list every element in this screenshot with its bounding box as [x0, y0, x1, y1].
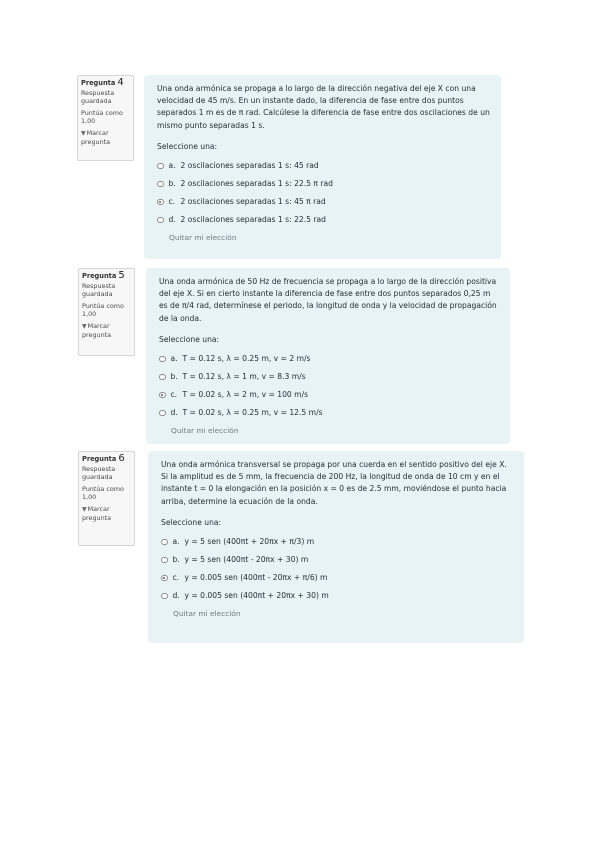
option-letter: d.	[172, 590, 180, 600]
answer-prompt: Seleccione una:	[159, 334, 220, 344]
option-text: y = 5 sen (400πt - 20πx + 30) m	[184, 554, 309, 564]
option-text: 2 oscilaciones separadas 1 s: 22.5 π rad	[180, 178, 333, 188]
answer-list	[157, 157, 491, 229]
radio-button[interactable]	[157, 217, 164, 224]
question-content	[144, 75, 501, 259]
flag-label: Marcar pregunta	[82, 505, 112, 523]
option-text: 2 oscilaciones separadas 1 s: 45 π rad	[180, 196, 326, 206]
option-text: 2 oscilaciones separadas 1 s: 22.5 rad	[180, 214, 326, 224]
question-heading	[82, 455, 131, 463]
radio-button-selected[interactable]	[161, 575, 168, 582]
flag-question-link[interactable]	[81, 129, 130, 146]
radio-button[interactable]	[157, 163, 164, 170]
option-letter: b.	[172, 554, 180, 564]
question-content	[146, 268, 510, 444]
question-text: Una onda armónica de 50 Hz de frecuencia se propaga a lo largo de la dirección positiva del eje X. Si en cierto instante la diferencia de fase entre dos puntos separados 0,25 m es de π/4 rad, determínese el periodo, la longitud de onda y la velocidad de propagación de la onda.	[159, 277, 497, 323]
option-text: T = 0.12 s, λ = 0.25 m, v = 2 m/s	[182, 353, 311, 363]
answer-option-a[interactable]	[157, 157, 491, 175]
radio-button[interactable]	[161, 557, 168, 564]
option-letter: c.	[168, 196, 176, 206]
answer-list	[161, 533, 514, 605]
option-text: y = 0.005 sen (400πt + 20πx + 30) m	[184, 590, 329, 600]
answer-option-d[interactable]	[157, 211, 491, 229]
question-content	[148, 451, 524, 643]
question-heading	[81, 79, 130, 87]
question-status: Respuesta guardada	[82, 465, 116, 482]
answer-option-d[interactable]	[161, 587, 514, 605]
flag-label: Marcar pregunta	[82, 322, 112, 340]
option-letter: d.	[170, 407, 178, 417]
question-grade: Puntúa como 1,00	[81, 108, 123, 125]
answer-option-a[interactable]	[161, 533, 514, 551]
radio-button[interactable]	[157, 181, 164, 188]
question-text: Una onda armónica se propaga a lo largo de la dirección negativa del eje X con una velocidad de 45 m/s. En un instante dado, la diferencia de fase entre dos puntos separados 1 m es de π rad. Calcúlese la diferencia de fase entre dos oscilaciones de un mismo punto separadas 1 s.	[157, 84, 490, 130]
question-number: 6	[118, 453, 125, 464]
flag-question-link[interactable]	[82, 322, 131, 339]
radio-button-selected[interactable]	[157, 199, 164, 206]
option-text: 2 oscilaciones separadas 1 s: 45 rad	[180, 160, 319, 170]
flag-label: Marcar pregunta	[81, 129, 111, 147]
radio-button[interactable]	[159, 356, 166, 363]
answer-option-c[interactable]	[159, 386, 500, 404]
question-number: 4	[117, 77, 124, 88]
option-letter: d.	[168, 214, 176, 224]
option-letter: c.	[172, 572, 180, 582]
flag-question-link[interactable]	[82, 505, 131, 522]
option-letter: a.	[168, 160, 176, 170]
question-grade: Puntúa como 1,00	[82, 484, 124, 501]
question-label: Pregunta	[82, 272, 117, 280]
option-text: T = 0.02 s, λ = 2 m, v = 100 m/s	[182, 389, 309, 399]
answer-option-b[interactable]	[159, 368, 500, 386]
question-label: Pregunta	[81, 79, 116, 87]
question-info	[78, 268, 135, 356]
radio-button[interactable]	[159, 410, 166, 417]
option-letter: a.	[172, 536, 180, 546]
flag-icon: ▼	[82, 323, 87, 331]
option-letter: b.	[168, 178, 176, 188]
question-info	[78, 451, 135, 546]
option-text: y = 5 sen (400πt + 20πx + π/3) m	[184, 536, 315, 546]
answer-list	[159, 350, 500, 422]
answer-option-c[interactable]	[157, 193, 491, 211]
option-text: T = 0.12 s, λ = 1 m, v = 8.3 m/s	[182, 371, 306, 381]
answer-option-b[interactable]	[161, 551, 514, 569]
question-text: Una onda armónica transversal se propaga por una cuerda en el sentido positivo del eje X. Si la amplitud es de 5 mm, la frecuencia de 200 Hz, la longitud de onda de 10 cm y en el instante t = 0 la elongación en la posición x = 0 es de 2.5 mm, moviéndose el punto hacia arriba, determine la ecuación de la onda.	[161, 460, 507, 506]
question-number: 5	[118, 270, 125, 281]
clear-choice-link[interactable]: Quitar mi elección	[173, 609, 241, 619]
radio-button[interactable]	[161, 539, 168, 546]
question-grade: Puntúa como 1,00	[82, 301, 124, 318]
radio-button-selected[interactable]	[159, 392, 166, 399]
answer-prompt: Seleccione una:	[161, 517, 222, 527]
question-label: Pregunta	[82, 455, 117, 463]
question-status: Respuesta guardada	[81, 89, 115, 106]
radio-button[interactable]	[159, 374, 166, 381]
question-heading	[82, 272, 131, 280]
flag-icon: ▼	[81, 130, 86, 138]
radio-button[interactable]	[161, 593, 168, 600]
option-letter: c.	[170, 389, 178, 399]
question-info	[77, 75, 134, 161]
clear-choice-link[interactable]: Quitar mi elección	[171, 426, 239, 436]
option-letter: b.	[170, 371, 178, 381]
flag-icon: ▼	[82, 506, 87, 514]
answer-prompt: Seleccione una:	[157, 141, 218, 151]
answer-option-c[interactable]	[161, 569, 514, 587]
answer-option-b[interactable]	[157, 175, 491, 193]
option-text: T = 0.02 s, λ = 0.25 m, v = 12.5 m/s	[182, 407, 323, 417]
option-text: y = 0.005 sen (400πt - 20πx + π/6) m	[184, 572, 328, 582]
answer-option-d[interactable]	[159, 404, 500, 422]
clear-choice-link[interactable]: Quitar mi elección	[169, 233, 237, 243]
option-letter: a.	[170, 353, 178, 363]
question-status: Respuesta guardada	[82, 282, 116, 299]
answer-option-a[interactable]	[159, 350, 500, 368]
